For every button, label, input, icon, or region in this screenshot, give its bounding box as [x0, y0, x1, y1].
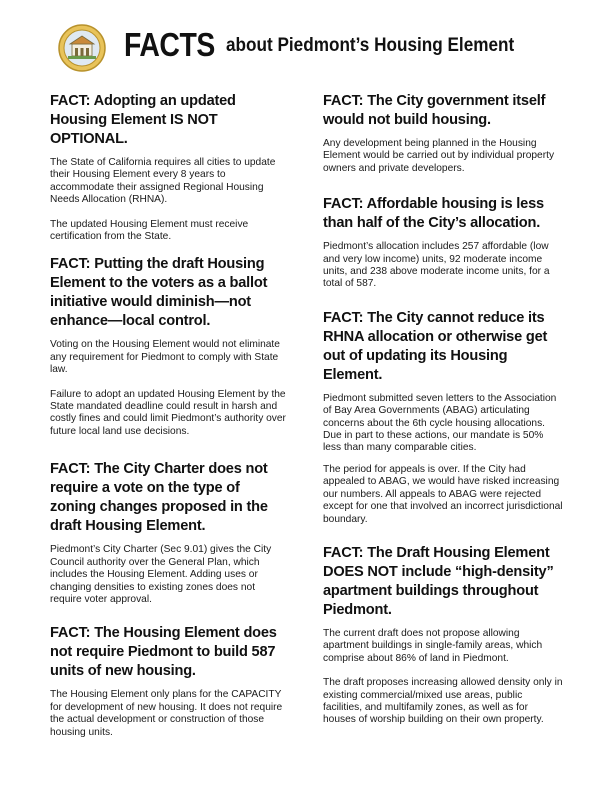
fact-paragraph: Any development being planned in the Housing Element would be carried out by individual property owners and private developers.: [323, 138, 555, 174]
fact-paragraph: The current draft does not propose allowing apartment buildings in single-family areas, which comprise about 86% of land in Piedmont.: [323, 627, 543, 664]
fact-paragraph: Piedmont submitted seven letters to the Association of Bay Area Governments (ABAG) articulating concerns about the 6th cycle housing allocations. Due in part to these actions, our mandate is 50% less than many comparable cities.: [323, 392, 557, 454]
fact-heading: FACT: The City government itself would not build housing.: [323, 93, 546, 128]
fact-block: [323, 195, 563, 291]
fact-paragraph: The State of California requires all cities to update their Housing Element every 8 years to accommodate their assigned Regional Housing Needs Allocation (RHNA).: [50, 157, 276, 206]
fact-heading: FACT: The Housing Element does not require Piedmont to build 587 units of new housing.: [50, 625, 277, 680]
fact-paragraph: The Housing Element only plans for the CAPACITY for development of new housing. It does not require the actual development or construction of those housing units.: [50, 689, 283, 738]
fact-heading: FACT: The City cannot reduce its RHNA allocation or otherwise get out of updating its Housing Element.: [323, 309, 548, 383]
title-subject: about Piedmont’s Housing Element: [226, 34, 515, 56]
fact-block: [50, 460, 288, 606]
fact-block: [50, 624, 288, 739]
right-column: [323, 92, 563, 727]
fact-block: [50, 255, 288, 438]
left-column: [50, 92, 288, 739]
fact-block: [323, 92, 563, 175]
page-header: [58, 20, 578, 76]
fact-heading: FACT: The Draft Housing Element DOES NOT include “high-density” apartment buildings throughout Piedmont.: [323, 544, 554, 618]
fact-paragraph: Piedmont’s allocation includes 257 affordable (low and very low income) units, 92 moderate income units, and 238 above moderate income units, for a total of 587.: [323, 241, 550, 290]
city-seal-icon: [58, 24, 106, 72]
fact-block: [50, 92, 288, 243]
fact-paragraph: The updated Housing Element must receive certification from the State.: [50, 218, 249, 243]
fact-heading: FACT: Affordable housing is less than half of the City’s allocation.: [323, 196, 544, 232]
fact-heading: FACT: Adopting an updated Housing Element IS NOT OPTIONAL.: [50, 93, 236, 147]
title-facts: FACTS: [124, 26, 215, 63]
fact-block: [323, 544, 563, 727]
fact-block: [323, 309, 563, 526]
fact-paragraph: The draft proposes increasing allowed density only in existing commercial/mixed use areas, public facilities, and multifamily zones, as well as for houses of worship building on their own property.: [323, 677, 563, 726]
fact-paragraph: Failure to adopt an updated Housing Element by the State mandated deadline could result in harsh and costly fines and could limit Piedmont’s authority over future local land use decisions.: [50, 388, 286, 437]
fact-heading: FACT: The City Charter does not require a vote on the type of zoning changes proposed in the draft Housing Element.: [50, 461, 268, 535]
fact-paragraph: The period for appeals is over. If the City had appealed to ABAG, we would have risked increasing our numbers. All appeals to ABAG were rejected except for one that involved an incorrect jurisdictional boundary.: [323, 463, 563, 525]
fact-paragraph: Voting on the Housing Element would not eliminate any requirement for Piedmont to comply with State law.: [50, 339, 280, 376]
fact-paragraph: Piedmont’s City Charter (Sec 9.01) gives the City Council authority over the General Plan, which includes the Housing Element. Adding uses or changing densities to existing zones does not require voter approval.: [50, 544, 272, 605]
fact-heading: FACT: Putting the draft Housing Element to the voters as a ballot initiative would diminish—not enhance—local control.: [50, 256, 268, 330]
